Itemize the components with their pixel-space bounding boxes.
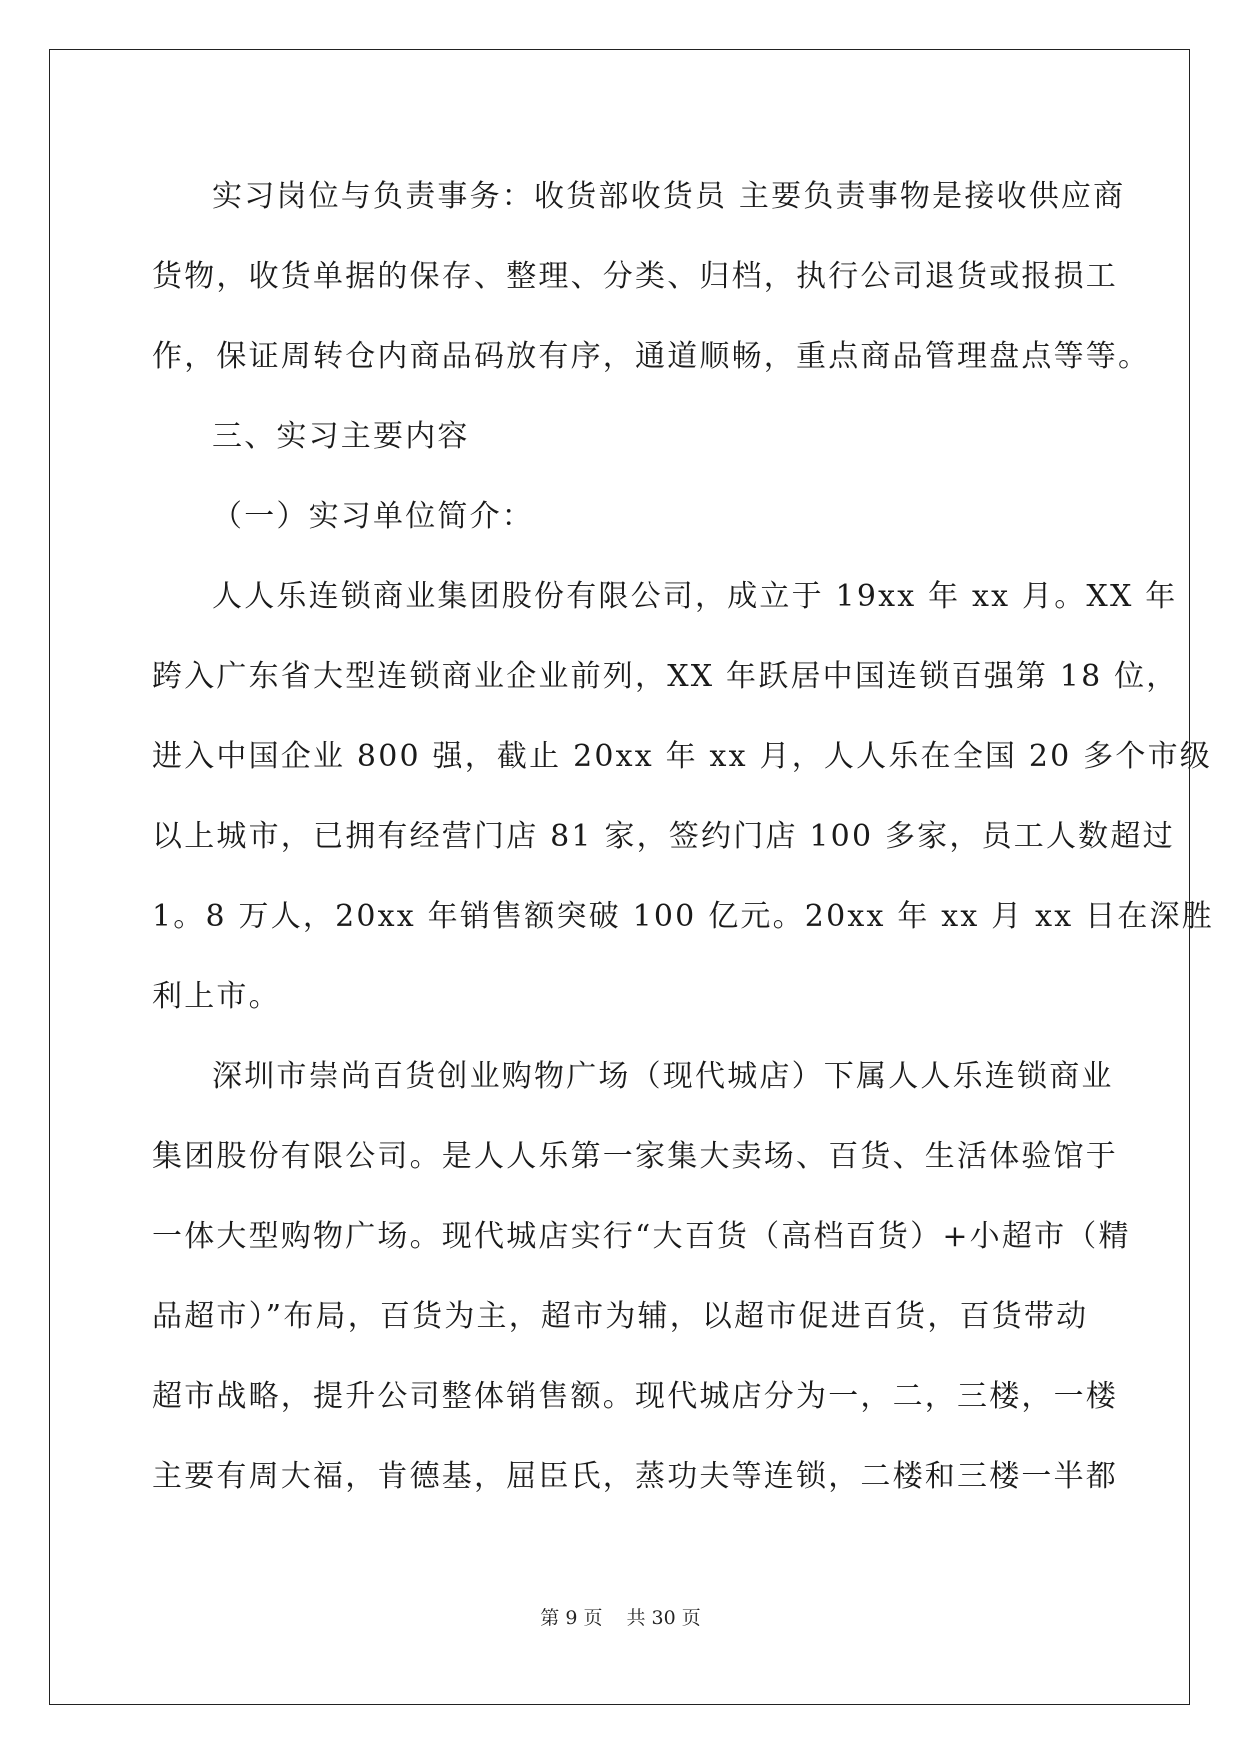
subsection-heading: （一）实习单位简介：: [212, 499, 534, 534]
text-line: 以上城市，已拥有经营门店 81 家，签约门店 100 多家，员工人数超过: [152, 819, 1175, 854]
document-body: [152, 157, 1214, 1517]
text-line: 利上市。: [152, 979, 281, 1014]
text-line: 人人乐连锁商业集团股份有限公司，成立于 19xx 年 xx 月。XX 年: [212, 579, 1178, 614]
text-line: 集团股份有限公司。是人人乐第一家集大卖场、百货、生活体验馆于: [152, 1139, 1118, 1174]
text-line: 一体大型购物广场。现代城店实行“大百货（高档百货）+小超市（精: [152, 1219, 1131, 1254]
text-line: 货物，收货单据的保存、整理、分类、归档，执行公司退货或报损工: [152, 259, 1118, 294]
section-heading: 三、实习主要内容: [212, 419, 470, 454]
text-line: 进入中国企业 800 强，截止 20xx 年 xx 月，人人乐在全国 20 多个市级: [152, 739, 1212, 774]
text-line: 作，保证周转仓内商品码放有序，通道顺畅，重点商品管理盘点等等。: [152, 339, 1151, 374]
page-footer: [0, 1603, 1241, 1630]
text-line: 实习岗位与负责事务：收货部收货员 主要负责事物是接收供应商: [212, 179, 1126, 214]
text-line: 深圳市崇尚百货创业购物广场（现代城店）下属人人乐连锁商业: [212, 1059, 1114, 1094]
text-line: 跨入广东省大型连锁商业企业前列，XX 年跃居中国连锁百强第 18 位，: [152, 659, 1179, 694]
text-line: 主要有周大福，肯德基，屈臣氏，蒸功夫等连锁，二楼和三楼一半都: [152, 1459, 1118, 1494]
page-total: 共 30 页: [626, 1607, 701, 1629]
text-line: 超市战略，提升公司整体销售额。现代城店分为一，二，三楼，一楼: [152, 1379, 1118, 1414]
page-number: 第 9 页: [540, 1607, 603, 1629]
text-line: 1。8 万人，20xx 年销售额突破 100 亿元。20xx 年 xx 月 xx 日在深胜: [152, 899, 1214, 934]
text-line: 品超市）”布局，百货为主，超市为辅，以超市促进百货，百货带动: [152, 1299, 1089, 1334]
